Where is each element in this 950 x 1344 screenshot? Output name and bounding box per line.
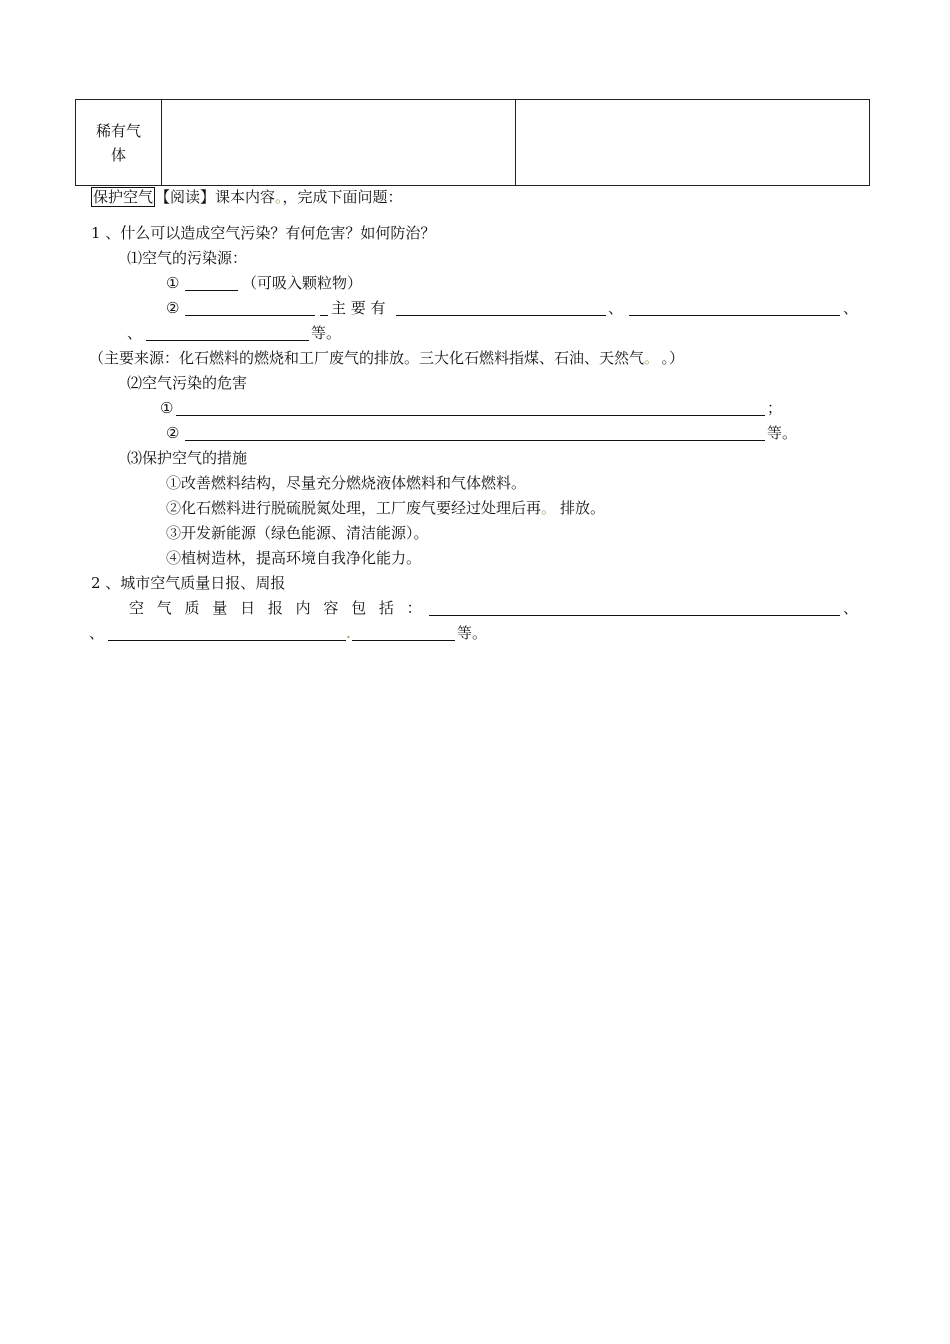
note-part-b: 。） [661,349,685,367]
intro-dot: 。 [275,188,283,206]
blank-harm-1[interactable] [176,400,765,416]
harm-1-mark: ① [160,399,174,417]
source-item-1-tail: （可吸入颗粒物） [242,274,363,292]
sources-heading: ⑴空气的污染源： [127,249,248,267]
measure-2-b: 排放。 [560,499,606,517]
section-heading [91,187,403,207]
blank-pollutant-1[interactable] [396,300,606,316]
harm-1-end: ； [767,399,783,417]
source-item-2-sep: 、 [608,299,624,317]
blank-pollutant-2[interactable] [629,300,840,316]
q2-title: 2 、城市空气质量日报、周报 [91,574,286,592]
source-item-1-mark: ① [166,274,180,292]
blank-report-1[interactable] [429,600,840,616]
measure-1: ①改善燃料结构，尽量充分燃烧液体燃料和气体燃料。 [166,474,527,492]
q2-line1-end: 、 [843,599,859,617]
intro-text: 【阅读】课本内容 [155,188,276,206]
table-row [76,100,870,186]
measures-heading: ⑶保护空气的措施 [127,449,248,467]
gas-table [75,99,870,186]
harm-heading: ⑵空气污染的危害 [127,374,248,392]
row-label-line-1: 稀有气 [95,121,141,140]
q2-line2-end: 等。 [457,624,488,642]
blank-source-2[interactable] [185,300,315,316]
blank-source-2b[interactable] [320,300,328,316]
answer-cell-1[interactable] [162,100,516,186]
measure-2 [166,498,605,518]
source-item-2-end: 、 [843,299,859,317]
blank-harm-2[interactable] [185,425,765,441]
source-item-2-mid: 主 要 有 [331,299,386,317]
measure-4: ④植树造林，提高环境自我净化能力。 [166,549,422,567]
q2-line1-text: 空 气 质 量 日 报 内 容 包 括 ： [129,599,426,617]
source-item-3-tail: 等。 [311,324,342,342]
source-item-3-start: 、 [127,324,143,342]
harm-2-mark: ② [166,424,180,442]
measure-2-dot: 。 [541,499,557,517]
q1-title: 1 、什么可以造成空气污染？有何危害？如何防治？ [91,224,436,242]
blank-report-2[interactable] [108,625,346,641]
blank-report-3[interactable] [352,625,455,641]
blank-source-1[interactable] [185,275,238,291]
row-label-line-2: 体 [110,145,126,164]
note-dot: 。 [644,349,652,367]
note-part-a: （主要来源：化石燃料的燃烧和工厂废气的排放。三大化石燃料指煤、石油、天然气 [89,349,645,367]
intro-tail: ，完成下面问题： [282,188,403,206]
measure-3: ③开发新能源（绿色能源、清洁能源）。 [166,524,429,542]
q2-line2-start: 、 [89,624,105,642]
boxed-title: 保护空气 [93,188,154,206]
main-source-note [89,348,684,368]
blank-pollutant-3[interactable] [146,325,309,341]
q2-line2-dot: . [346,624,351,642]
source-item-2-mark: ② [166,299,180,317]
answer-cell-2[interactable] [516,100,870,186]
row-label-cell [76,100,162,186]
harm-2-end: 等。 [767,424,798,442]
measure-2-a: ②化石燃料进行脱硫脱氮处理，工厂废气要经过处理后再 [166,499,542,517]
